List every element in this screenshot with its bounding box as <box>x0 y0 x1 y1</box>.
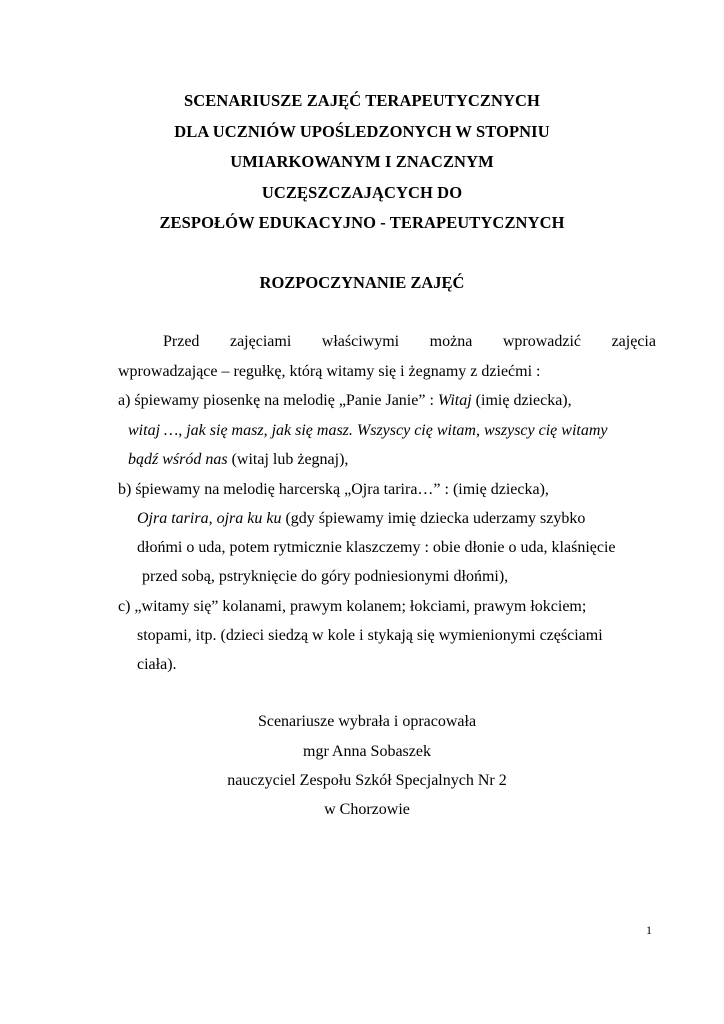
signature-line-1: Scenariusze wybrała i opracowała <box>257 713 477 730</box>
signature-position: nauczyciel Zespołu Szkół Specjalnych Nr 2 <box>227 772 507 789</box>
intro-word: wprowadzić <box>502 333 582 350</box>
title-line-2: DLA UCZNIÓW UPOŚLEDZONYCH W STOPNIU <box>174 121 550 141</box>
page-number: 1 <box>646 923 652 937</box>
signature-name: mgr Anna Sobaszek <box>303 743 431 760</box>
item-a-line-3-tail: (witaj lub żegnaj), <box>227 451 349 468</box>
item-a-tail: (imię dziecka), <box>471 392 572 409</box>
item-a-line-2 <box>128 420 608 442</box>
title-line-5: ZESPOŁÓW EDUKACYJNO - TERAPEUTYCZNYCH <box>159 213 565 232</box>
item-b-line-2 <box>137 508 585 530</box>
intro-word: można <box>429 333 473 350</box>
title-line-4: UCZĘSZCZAJĄCYCH DO <box>261 182 463 202</box>
item-c-line-1: c) „witamy się” kolanami, prawym kolanem; łokciami, prawym łokciem; <box>118 598 587 615</box>
item-a-song-end: bądź wśród nas <box>128 451 228 468</box>
intro-word: zajęcia <box>611 333 656 350</box>
item-b-line-1: b) śpiewamy na melodię harcerską „Ojra tarira…” : (imię dziecka), <box>118 481 549 498</box>
item-a-line-3 <box>128 449 348 471</box>
section-heading: ROZPOCZYNANIE ZAJĘĆ <box>259 273 465 292</box>
title-line-1: SCENARIUSZE ZAJĘĆ TERAPEUTYCZNYCH <box>184 91 540 110</box>
item-a-song-text: witaj …, jak się masz, jak się masz. Wszyscy cię witam, wszyscy cię witamy <box>128 422 608 439</box>
item-a-text: a) śpiewamy piosenkę na melodię „Panie Janie” : <box>118 392 438 409</box>
item-a-line-1 <box>118 390 572 412</box>
intro-line-1 <box>163 331 656 353</box>
intro-word: Przed <box>163 333 200 350</box>
item-c-line-3: ciała). <box>137 656 177 673</box>
item-b-line-2-tail: (gdy śpiewamy imię dziecka uderzamy szybko <box>281 510 586 527</box>
item-b-italic: Ojra tarira, ojra ku ku <box>137 510 282 527</box>
item-b-line-3: dłońmi o uda, potem rytmicznie klaszczemy : obie dłonie o uda, klaśnięcie <box>137 539 616 556</box>
intro-line-2: wprowadzające – regułkę, którą witamy się i żegnamy z dziećmi : <box>118 363 541 380</box>
item-c-line-2: stopami, itp. (dzieci siedzą w kole i stykają się wymienionymi częściami <box>137 627 603 644</box>
signature-location: w Chorzowie <box>324 801 410 818</box>
title-line-3: UMIARKOWANYM I ZNACZNYM <box>230 152 494 171</box>
intro-word: właściwymi <box>321 333 400 350</box>
item-a-italic: Witaj <box>437 392 472 409</box>
intro-word: zajęciami <box>229 333 292 350</box>
item-b-line-4: przed sobą, pstryknięcie do góry podniesionymi dłońmi), <box>142 568 509 585</box>
document-title <box>0 86 724 239</box>
